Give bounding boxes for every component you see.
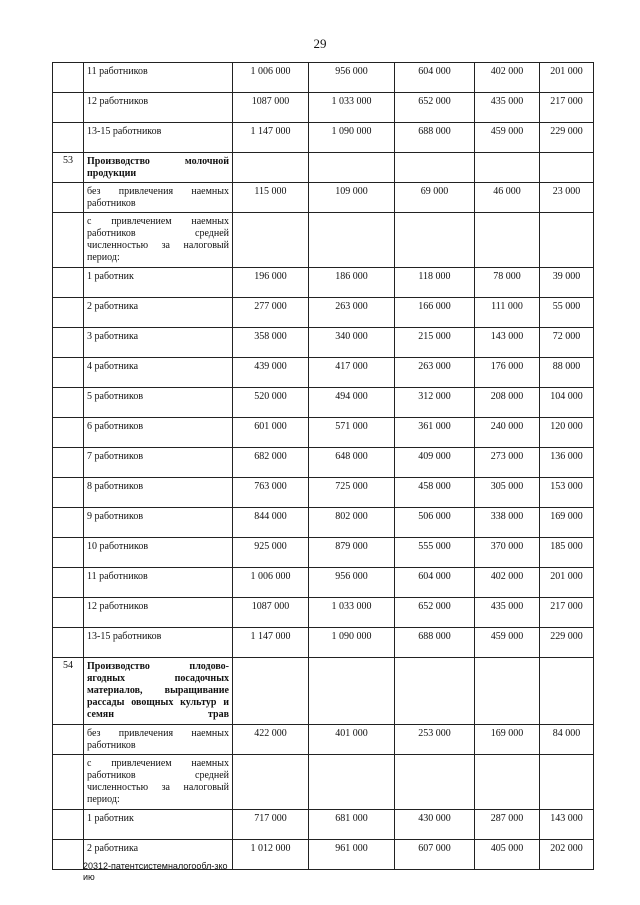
value-cell: 361 000 — [395, 418, 475, 448]
table-row — [53, 93, 594, 123]
row-number: 53 — [53, 153, 84, 183]
value-cell: 277 000 — [233, 298, 309, 328]
value-cell: 435 000 — [475, 598, 540, 628]
value-cell: 201 000 — [540, 568, 594, 598]
row-number — [53, 268, 84, 298]
row-description: с привлечением наемных работников средней численностью за налоговый период: — [84, 213, 233, 268]
value-cell: 1087 000 — [233, 93, 309, 123]
row-description: 2 работника — [84, 298, 233, 328]
value-cell — [475, 755, 540, 810]
value-cell — [309, 153, 395, 183]
row-description: 7 работников — [84, 448, 233, 478]
value-cell: 717 000 — [233, 810, 309, 840]
value-cell — [540, 153, 594, 183]
table-row — [53, 538, 594, 568]
value-cell: 571 000 — [309, 418, 395, 448]
value-cell: 78 000 — [475, 268, 540, 298]
row-description: 1 работник — [84, 810, 233, 840]
value-cell — [233, 153, 309, 183]
value-cell: 115 000 — [233, 183, 309, 213]
row-description: 11 работников — [84, 63, 233, 93]
value-cell: 1 006 000 — [233, 63, 309, 93]
row-description: 13-15 работников — [84, 123, 233, 153]
row-number — [53, 123, 84, 153]
row-description: 8 работников — [84, 478, 233, 508]
value-cell: 118 000 — [395, 268, 475, 298]
value-cell: 961 000 — [309, 840, 395, 870]
value-cell: 229 000 — [540, 628, 594, 658]
value-cell: 648 000 — [309, 448, 395, 478]
value-cell: 520 000 — [233, 388, 309, 418]
value-cell — [475, 658, 540, 725]
table-row — [53, 153, 594, 183]
value-cell — [395, 213, 475, 268]
value-cell: 956 000 — [309, 568, 395, 598]
row-number — [53, 418, 84, 448]
value-cell — [395, 658, 475, 725]
value-cell: 340 000 — [309, 328, 395, 358]
value-cell: 69 000 — [395, 183, 475, 213]
row-description: с привлечением наемных работников средней численностью за налоговый период: — [84, 755, 233, 810]
row-description: 9 работников — [84, 508, 233, 538]
value-cell — [540, 755, 594, 810]
value-cell: 72 000 — [540, 328, 594, 358]
value-cell: 217 000 — [540, 93, 594, 123]
value-cell: 1 090 000 — [309, 123, 395, 153]
value-cell: 196 000 — [233, 268, 309, 298]
value-cell: 88 000 — [540, 358, 594, 388]
row-description: 10 работников — [84, 538, 233, 568]
row-description: 4 работника — [84, 358, 233, 388]
value-cell: 169 000 — [475, 725, 540, 755]
table-row — [53, 658, 594, 725]
value-cell: 458 000 — [395, 478, 475, 508]
value-cell: 652 000 — [395, 93, 475, 123]
row-number — [53, 508, 84, 538]
value-cell: 802 000 — [309, 508, 395, 538]
row-number — [53, 810, 84, 840]
value-cell: 601 000 — [233, 418, 309, 448]
row-description: без привлечения наемных работников — [84, 725, 233, 755]
value-cell: 1 012 000 — [233, 840, 309, 870]
row-number — [53, 725, 84, 755]
value-cell: 688 000 — [395, 628, 475, 658]
value-cell: 925 000 — [233, 538, 309, 568]
row-description: 3 работника — [84, 328, 233, 358]
value-cell — [395, 153, 475, 183]
value-cell: 1 147 000 — [233, 123, 309, 153]
footer-line-1: 20312-патентсистемналогообл-зко — [83, 861, 228, 871]
value-cell: 1 006 000 — [233, 568, 309, 598]
value-cell — [309, 213, 395, 268]
value-cell: 607 000 — [395, 840, 475, 870]
table-row — [53, 568, 594, 598]
value-cell: 682 000 — [233, 448, 309, 478]
value-cell: 312 000 — [395, 388, 475, 418]
row-number — [53, 388, 84, 418]
value-cell: 1 090 000 — [309, 628, 395, 658]
table-row — [53, 448, 594, 478]
value-cell: 217 000 — [540, 598, 594, 628]
row-number — [53, 328, 84, 358]
value-cell — [309, 755, 395, 810]
table-row — [53, 328, 594, 358]
value-cell — [540, 213, 594, 268]
table-row — [53, 508, 594, 538]
value-cell: 1 033 000 — [309, 598, 395, 628]
value-cell: 240 000 — [475, 418, 540, 448]
table-row — [53, 388, 594, 418]
value-cell: 39 000 — [540, 268, 594, 298]
value-cell: 111 000 — [475, 298, 540, 328]
row-number — [53, 93, 84, 123]
value-cell: 104 000 — [540, 388, 594, 418]
value-cell: 55 000 — [540, 298, 594, 328]
value-cell: 305 000 — [475, 478, 540, 508]
value-cell: 358 000 — [233, 328, 309, 358]
value-cell: 201 000 — [540, 63, 594, 93]
row-description: 1 работник — [84, 268, 233, 298]
table-row — [53, 755, 594, 810]
value-cell: 1 033 000 — [309, 93, 395, 123]
table-body — [53, 63, 594, 870]
footer-line-2: ию — [83, 872, 95, 882]
value-cell: 208 000 — [475, 388, 540, 418]
value-cell: 176 000 — [475, 358, 540, 388]
row-description: 13-15 работников — [84, 628, 233, 658]
value-cell: 23 000 — [540, 183, 594, 213]
value-cell: 604 000 — [395, 568, 475, 598]
value-cell: 46 000 — [475, 183, 540, 213]
table-row — [53, 810, 594, 840]
value-cell: 1 147 000 — [233, 628, 309, 658]
value-cell: 370 000 — [475, 538, 540, 568]
row-number — [53, 840, 84, 870]
table-row — [53, 358, 594, 388]
value-cell: 763 000 — [233, 478, 309, 508]
value-cell: 215 000 — [395, 328, 475, 358]
row-number — [53, 568, 84, 598]
value-cell: 120 000 — [540, 418, 594, 448]
table-row — [53, 598, 594, 628]
value-cell: 169 000 — [540, 508, 594, 538]
page-number: 29 — [313, 36, 327, 51]
row-number — [53, 598, 84, 628]
value-cell: 1087 000 — [233, 598, 309, 628]
row-number — [53, 298, 84, 328]
row-description: 11 работников — [84, 568, 233, 598]
table-row — [53, 628, 594, 658]
tax-table — [52, 62, 594, 870]
row-number — [53, 478, 84, 508]
row-description: 2 работника — [84, 840, 233, 870]
value-cell: 402 000 — [475, 63, 540, 93]
value-cell: 253 000 — [395, 725, 475, 755]
value-cell — [233, 213, 309, 268]
value-cell: 422 000 — [233, 725, 309, 755]
row-description: 12 работников — [84, 598, 233, 628]
value-cell: 263 000 — [309, 298, 395, 328]
value-cell: 166 000 — [395, 298, 475, 328]
table-row — [53, 213, 594, 268]
value-cell — [475, 213, 540, 268]
row-number — [53, 183, 84, 213]
row-description: 5 работников — [84, 388, 233, 418]
value-cell — [309, 658, 395, 725]
row-number — [53, 538, 84, 568]
value-cell: 153 000 — [540, 478, 594, 508]
value-cell: 956 000 — [309, 63, 395, 93]
value-cell: 417 000 — [309, 358, 395, 388]
value-cell: 402 000 — [475, 568, 540, 598]
value-cell: 143 000 — [540, 810, 594, 840]
row-number — [53, 755, 84, 810]
row-number — [53, 63, 84, 93]
value-cell: 439 000 — [233, 358, 309, 388]
value-cell: 229 000 — [540, 123, 594, 153]
table-row — [53, 298, 594, 328]
value-cell — [540, 658, 594, 725]
value-cell: 338 000 — [475, 508, 540, 538]
table-row — [53, 123, 594, 153]
row-description: без привлечения наемных работников — [84, 183, 233, 213]
table-row — [53, 63, 594, 93]
value-cell: 287 000 — [475, 810, 540, 840]
value-cell: 494 000 — [309, 388, 395, 418]
value-cell — [395, 755, 475, 810]
value-cell: 143 000 — [475, 328, 540, 358]
value-cell: 435 000 — [475, 93, 540, 123]
table-row — [53, 268, 594, 298]
table-row — [53, 418, 594, 448]
value-cell: 263 000 — [395, 358, 475, 388]
row-number — [53, 448, 84, 478]
row-description: Производство плодово-ягодных посадочных материалов, выращивание рассады овощных культур и семян трав — [84, 658, 233, 725]
value-cell — [233, 658, 309, 725]
row-description: 6 работников — [84, 418, 233, 448]
value-cell: 459 000 — [475, 123, 540, 153]
value-cell: 202 000 — [540, 840, 594, 870]
value-cell: 681 000 — [309, 810, 395, 840]
table-row — [53, 478, 594, 508]
row-number — [53, 213, 84, 268]
value-cell: 136 000 — [540, 448, 594, 478]
value-cell — [233, 755, 309, 810]
row-number — [53, 628, 84, 658]
value-cell — [475, 153, 540, 183]
value-cell: 652 000 — [395, 598, 475, 628]
value-cell: 688 000 — [395, 123, 475, 153]
value-cell: 604 000 — [395, 63, 475, 93]
row-number: 54 — [53, 658, 84, 725]
value-cell: 409 000 — [395, 448, 475, 478]
table-row — [53, 183, 594, 213]
value-cell: 506 000 — [395, 508, 475, 538]
value-cell: 405 000 — [475, 840, 540, 870]
value-cell: 459 000 — [475, 628, 540, 658]
value-cell: 84 000 — [540, 725, 594, 755]
value-cell: 555 000 — [395, 538, 475, 568]
row-description: Производство молочной продукции — [84, 153, 233, 183]
value-cell: 185 000 — [540, 538, 594, 568]
row-description: 12 работников — [84, 93, 233, 123]
value-cell: 401 000 — [309, 725, 395, 755]
value-cell: 430 000 — [395, 810, 475, 840]
value-cell: 844 000 — [233, 508, 309, 538]
row-number — [53, 358, 84, 388]
value-cell: 109 000 — [309, 183, 395, 213]
value-cell: 879 000 — [309, 538, 395, 568]
value-cell: 725 000 — [309, 478, 395, 508]
table-row — [53, 725, 594, 755]
value-cell: 186 000 — [309, 268, 395, 298]
value-cell: 273 000 — [475, 448, 540, 478]
footer — [83, 861, 228, 883]
